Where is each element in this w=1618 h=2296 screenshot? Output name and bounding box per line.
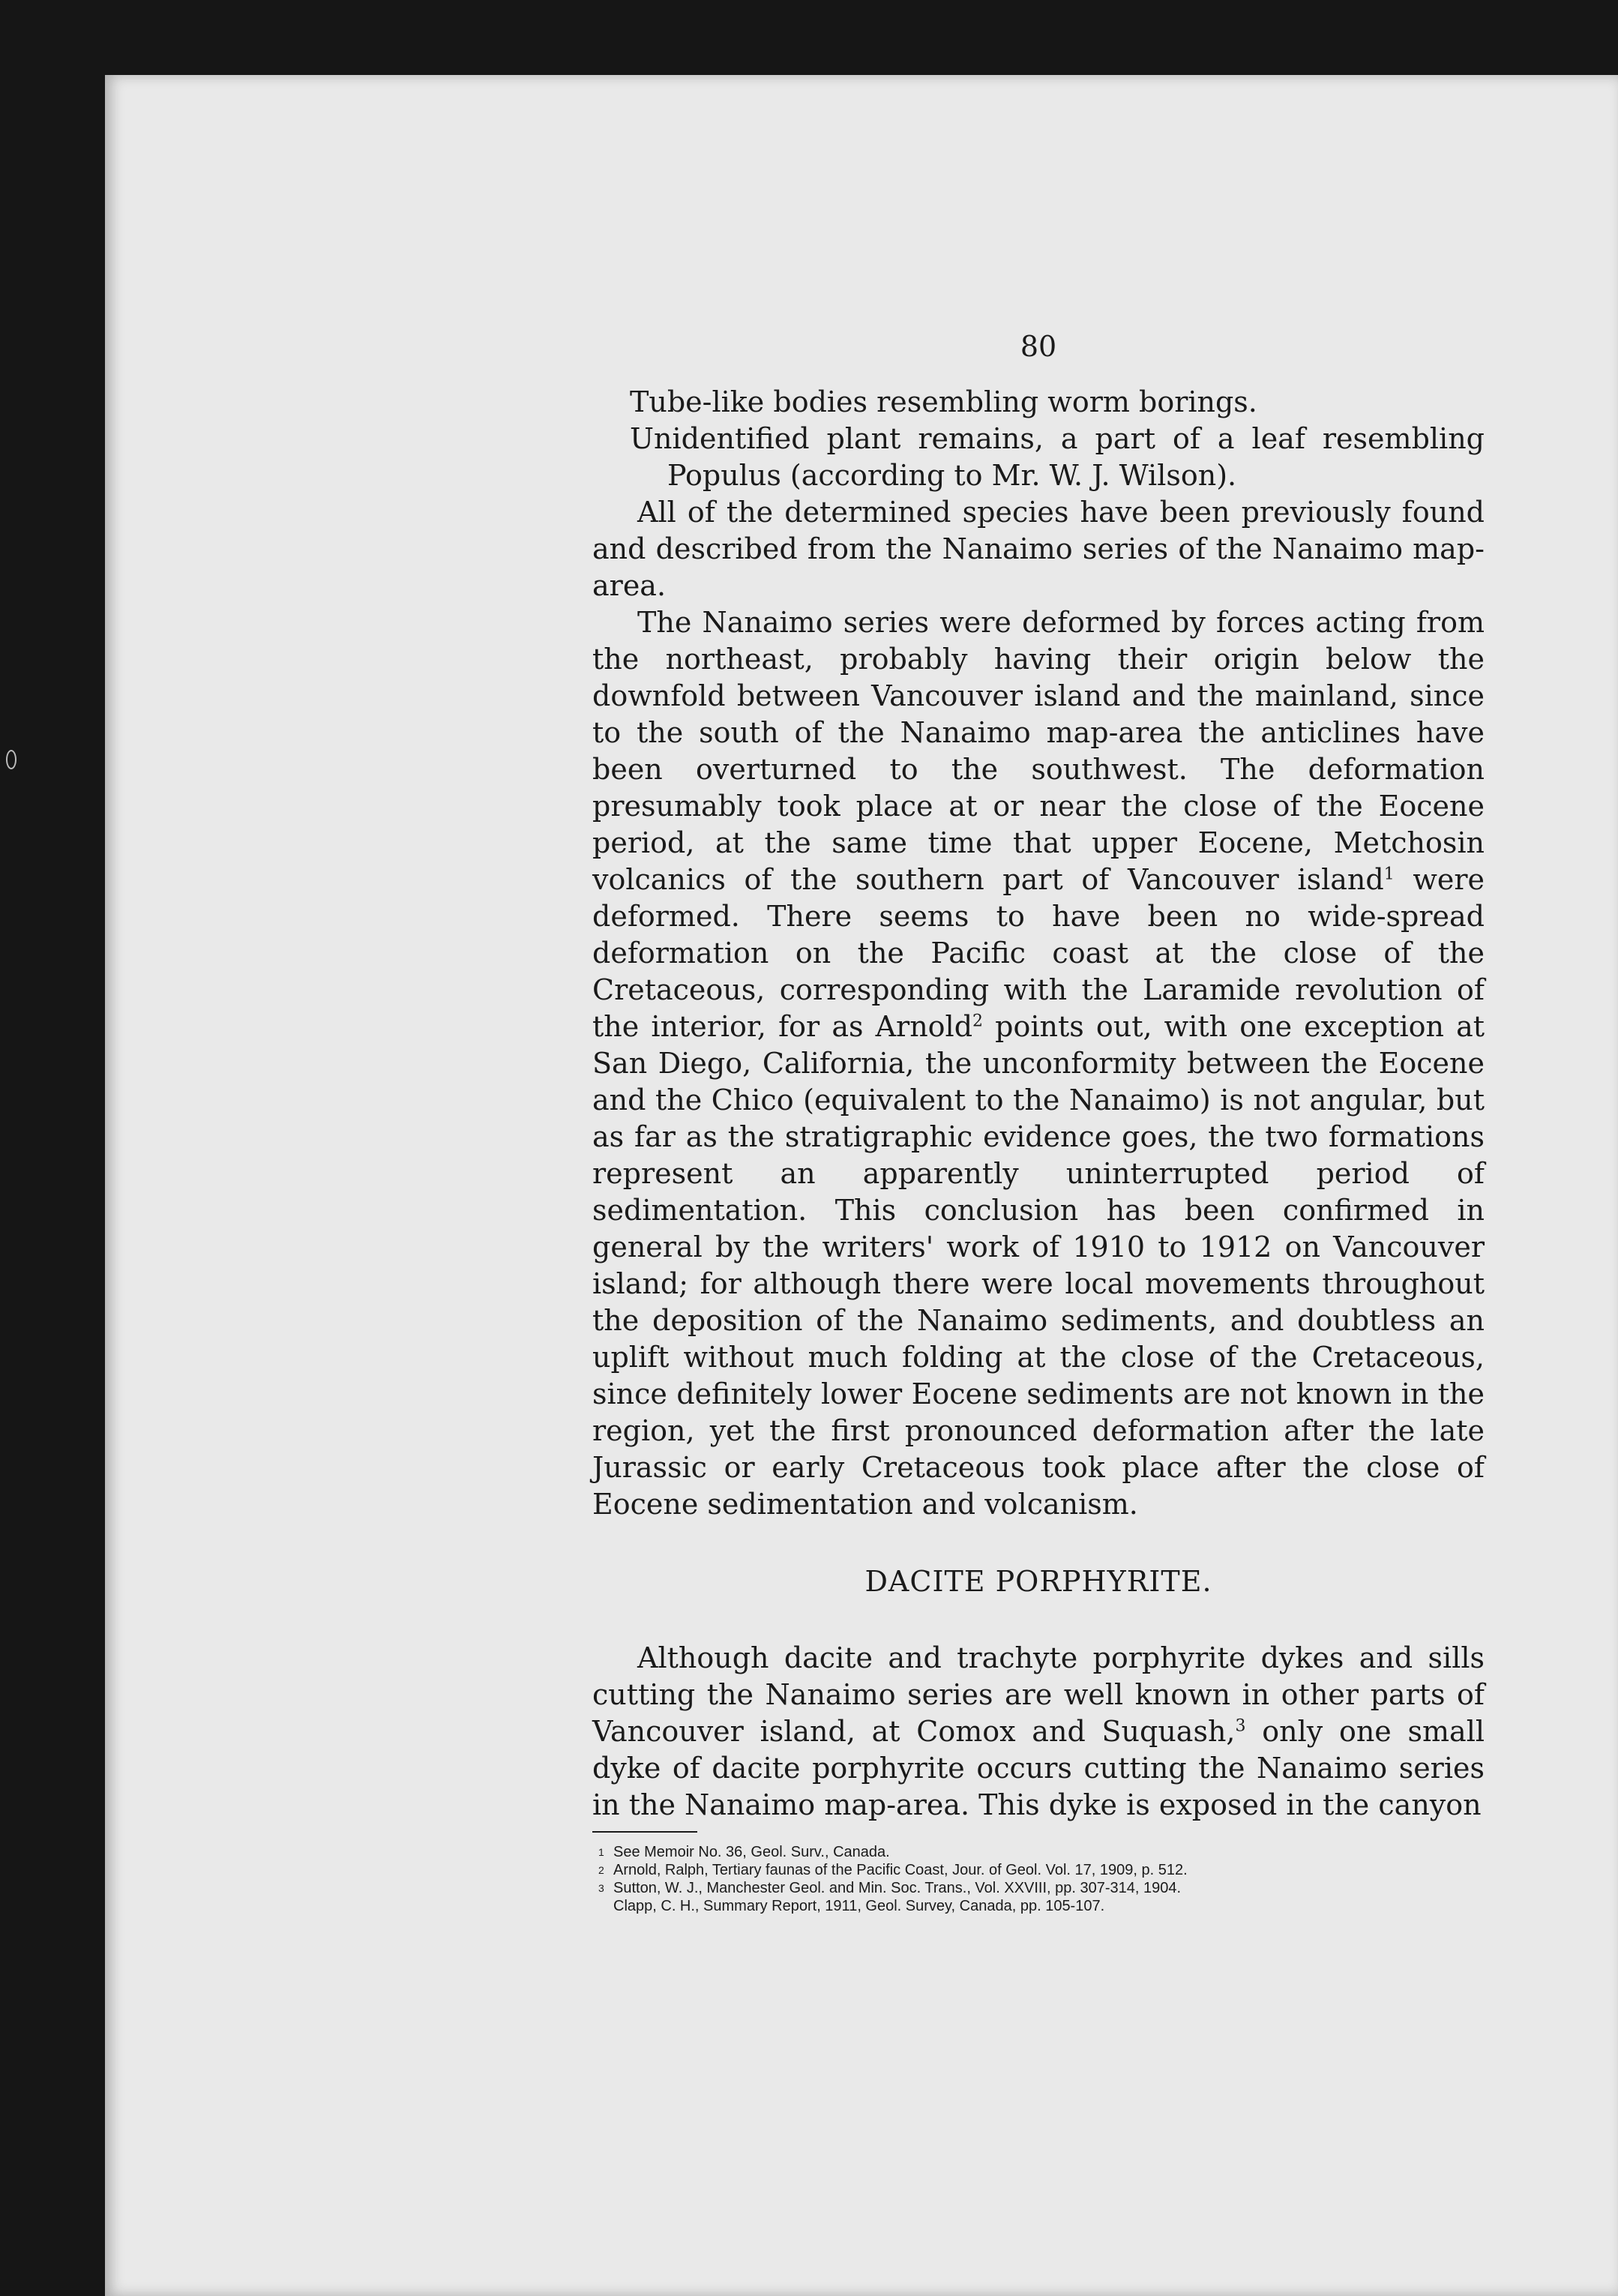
paragraph-dacite [592,1640,1485,1824]
footnote-ref-1: 1 [1383,865,1395,884]
paragraph-dacite-part-1: Although dacite and trachyte porphyrite dykes and sills cutting the Nanaimo series are well known in other parts of Vancouver island, at Comox and Suquash, [592,1641,1485,1748]
footnote-text: Arnold, Ralph, Tertiary faunas of the Pacific Coast, Jour. of Geol. Vol. 17, 1909, p. 512. [613,1862,1188,1878]
footnotes-list [592,1843,1485,1915]
footnote-item [598,1879,1485,1897]
section-heading: DACITE PORPHYRITE. [864,1565,1212,1598]
footnote-ref-3: 3 [1235,1716,1246,1736]
footnote-mark: 1 [598,1846,604,1858]
paragraph-dacite-part-2: only one small dyke of dacite porphyrite occurs cutting the Nanaimo series in the Nanaimo map-area. This dyke is exposed in the canyon [592,1715,1485,1821]
list-item-plant-remains: Unidentified plant remains, a part of a leaf resembling Populus (according to Mr. W. J. Wilson). [630,422,1485,492]
footnote-text: See Memoir No. 36, Geol. Surv., Canada. [613,1844,890,1860]
page-number: 80 [1020,330,1057,363]
footnote-mark: 2 [598,1864,604,1876]
paragraph-deformation-part-3: points out, with one exception at San Diego, California, the unconformity between the Eocene and the Chico (equivalent to the Nanaimo) is not angular, but as far as the stratigraphic evidence goes, the two formations represent an apparently uninterrupted period of sedimentation. This conclusion has been confirmed in general by the writers' work of 1910 to 1912 on Vancouver island; for although there were local movements throughout the deposition of the Nanaimo sediments, and doubtless an uplift without much folding at the close of the Cretaceous, since definitely lower Eocene sediments are not known in the region, yet the first pronounced deformation after the late Jurassic or early Cretaceous took place after the close of Eocene sedimentation and volcanism. [592,1010,1485,1521]
footnote-divider [592,1831,697,1833]
text-block [592,330,1485,1915]
footnote-ref-2: 2 [972,1012,984,1031]
paragraph-deformation-part-2: were deformed. There seems to have been no wide-spread deformation on the Pacific coast at the close of the Cretaceous, corresponding with the Laramide revolution of the interior, for as Arnold [592,863,1485,1043]
paragraph-deformation-part-1: The Nanaimo series were deformed by forces acting from the northeast, probably having their origin below the downfold between Vancouver island and the mainland, since to the south of the Nanaimo map-area the anticlines have been overturned to the southwest. The deformation presumably took place at or near the close of the Eocene period, at the same time that upper Eocene, Metchosin volcanics of the southern part of Vancouver island [592,606,1485,896]
footnote-item [598,1843,1485,1861]
list-item-worm-borings: Tube-like bodies resembling worm borings. [630,385,1257,418]
scan-edge-mark [6,750,16,769]
paragraph-deformation [592,604,1485,1523]
footnote-mark: 3 [598,1882,604,1894]
footnote-item [613,1897,1485,1915]
paragraph-determined-species: All of the determined species have been previously found and described from the Nanaimo series of the Nanaimo map-area. [592,496,1485,602]
footnote-item [598,1861,1485,1879]
footnote-text: Sutton, W. J., Manchester Geol. and Min. Soc. Trans., Vol. XXVIII, pp. 307-314, 1904. [613,1880,1182,1896]
footnote-text: Clapp, C. H., Summary Report, 1911, Geol. Survey, Canada, pp. 105-107. [613,1898,1105,1914]
